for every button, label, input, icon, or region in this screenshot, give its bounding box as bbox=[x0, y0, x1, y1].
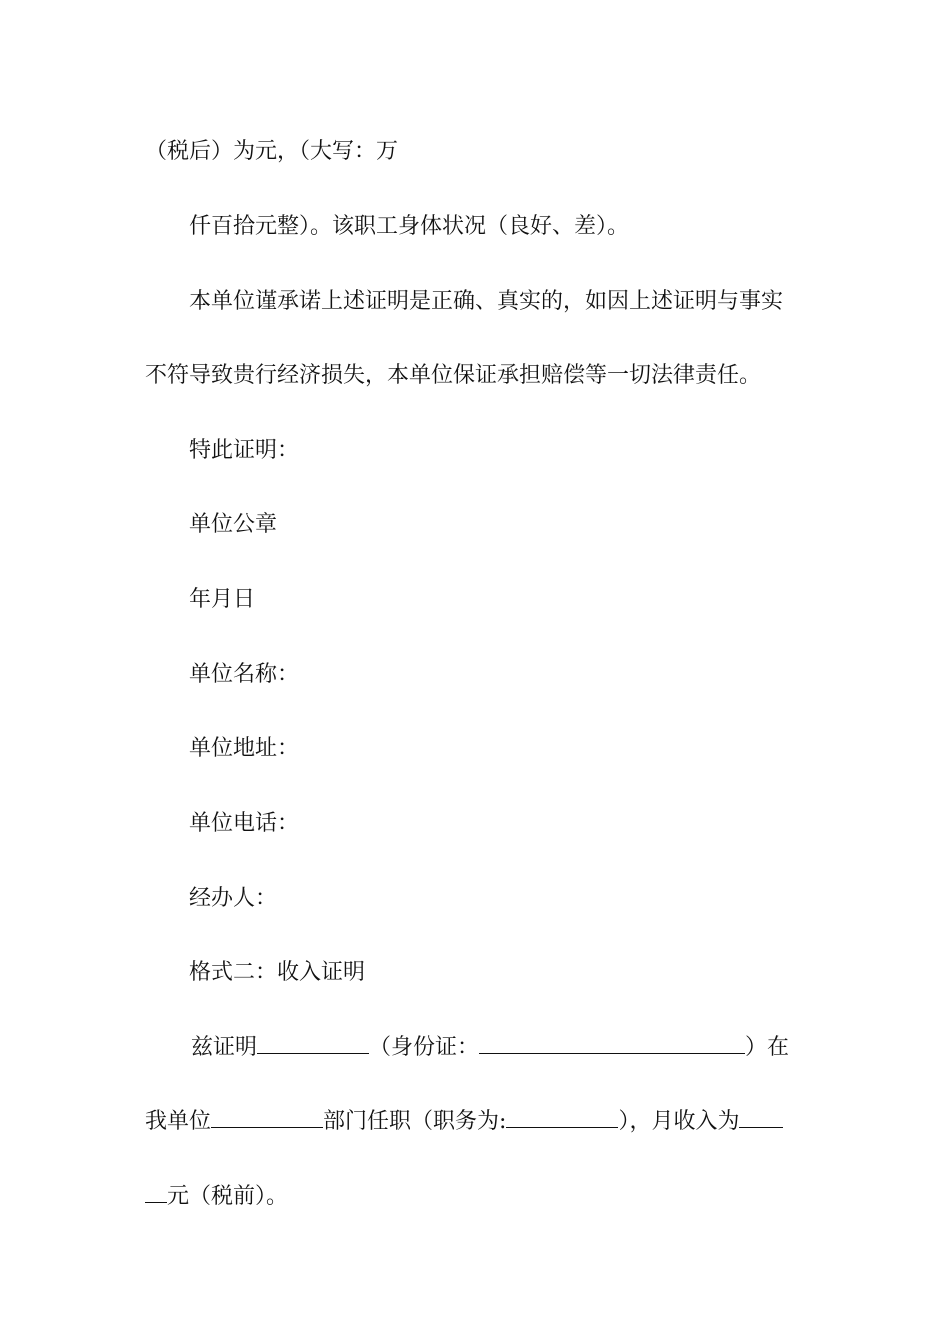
form-text: 部门任职（职务为: bbox=[323, 1109, 507, 1134]
position-blank bbox=[506, 1109, 618, 1128]
form-text: （身份证： bbox=[369, 1035, 480, 1060]
unit-address-label: 单位地址： bbox=[189, 736, 300, 761]
paragraph-line: 仟百拾元整）。该职工身体状况（良好、差）。 bbox=[189, 214, 630, 239]
seal-label: 单位公章 bbox=[189, 512, 278, 537]
form-text: ）在 bbox=[745, 1035, 790, 1060]
form-text: 兹证明 bbox=[191, 1035, 258, 1060]
income-blank-continued bbox=[145, 1184, 167, 1203]
paragraph-line: 不符导致贵行经济损失，本单位保证承担赔偿等一切法律责任。 bbox=[145, 363, 762, 388]
date-label: 年月日 bbox=[189, 587, 256, 612]
income-blank bbox=[739, 1109, 783, 1128]
department-blank bbox=[211, 1109, 323, 1128]
paragraph-line: （税后）为元，（大写：万 bbox=[145, 139, 399, 164]
form-line-1 bbox=[191, 1033, 789, 1063]
paragraph-line: 本单位谨承诺上述证明是正确、真实的，如因上述证明与事实 bbox=[189, 289, 784, 314]
form-line-2 bbox=[145, 1107, 783, 1137]
handler-label: 经办人： bbox=[189, 886, 278, 911]
form-text: 元（税前）。 bbox=[167, 1184, 289, 1209]
unit-name-label: 单位名称： bbox=[189, 662, 300, 687]
name-blank bbox=[257, 1035, 369, 1054]
id-number-blank bbox=[479, 1035, 745, 1054]
form-line-3 bbox=[145, 1182, 288, 1212]
unit-phone-label: 单位电话： bbox=[189, 811, 300, 836]
section-heading: 格式二：收入证明 bbox=[189, 960, 366, 985]
closing-statement: 特此证明： bbox=[189, 438, 300, 463]
form-text: ），月收入为 bbox=[618, 1109, 740, 1134]
form-text: 我单位 bbox=[145, 1109, 212, 1134]
